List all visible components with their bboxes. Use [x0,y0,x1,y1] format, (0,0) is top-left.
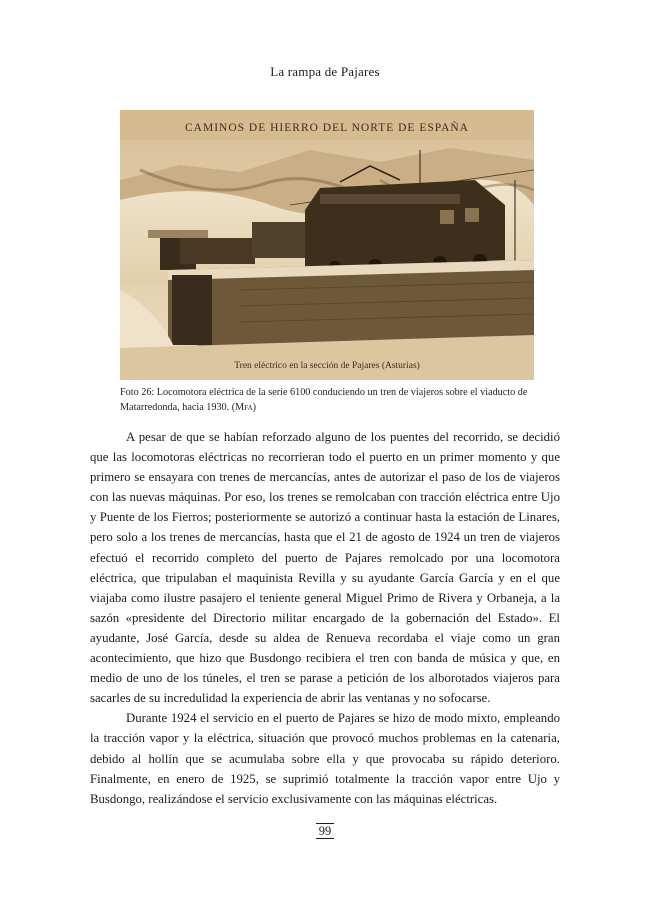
paragraph: Durante 1924 el servicio en el puerto de Pajares se hizo de modo mixto, empleando la tracción vapor y la eléctrica, situación que provocó muchos problemas en la catenaria, debido al hollín que se acumulaba sobre ella y que provocaba su rápido deterioro. Finalmente, en enero de 1925, se suprimió totalmente la tracción vapor entre Ujo y Busdongo, realizándose el servicio exclusivamente con las máquinas eléctricas. [90,711,560,806]
paragraph: A pesar de que se habían reforzado alguno de los puentes del recorrido, se decidió que las locomotoras eléctricas no recorrieran todo el puerto en un primer momento y que primero se ensayara con trenes de mercancías, antes de autorizar el paso de los de viajeros con las nuevas máquinas. Por eso, los trenes se remolcaban con tracción eléctrica entre Ujo y Puente de los Fierros; posteriormente se autorizó a continuar hasta la estación de Linares, pero solo a los trenes de mercancías, hasta que el 21 de agosto de 1924 un tren de viajeros efectuó el recorrido completo del puerto de Pajares remolcado por una locomotora eléctrica, que tripulaban el maquinista Revilla y su ayudante García García y en el que viajaba como ilustre pasajero el teniente general Miguel Primo de Rivera y Orbaneja, a la sazón «presidente del Directorio militar encargado de la gobernación del Estado». El ayudante, José García, desde su aldea de Renueva recordaba el viaje como un gran acontecimiento, que hizo que Busdongo recibiera el tren con banda de música y que, en medio de uno de los túneles, el tren se parase a petición de los alborotados viajeros para sacarles de su incredulidad la experiencia de abrir las ventanas y no sofocarse. [90,430,560,706]
page-number [0,823,650,839]
figure-caption-close: ) [252,402,257,413]
photo-printed-caption: Tren eléctrico en la sección de Pajares (Asturias) [234,361,420,371]
figure-caption-text: Foto 26: Locomotora eléctrica de la serie 6100 conduciendo un tren de viajeros sobre el viaducto de Matarredonda, hacia 1930. ( [120,387,528,413]
page-number-text: 99 [316,823,335,839]
train-carriage [252,222,312,258]
body-text [90,427,560,809]
figure-caption-source: Mfa [235,402,253,413]
viaduct-arch-pillar [172,275,212,345]
figure-caption [120,385,534,415]
train-carriage [180,238,255,264]
historical-photo [120,110,534,380]
photo-printed-header: CAMINOS DE HIERRO DEL NORTE DE ESPAÑA [185,122,469,134]
running-head: La rampa de Pajares [270,64,380,79]
